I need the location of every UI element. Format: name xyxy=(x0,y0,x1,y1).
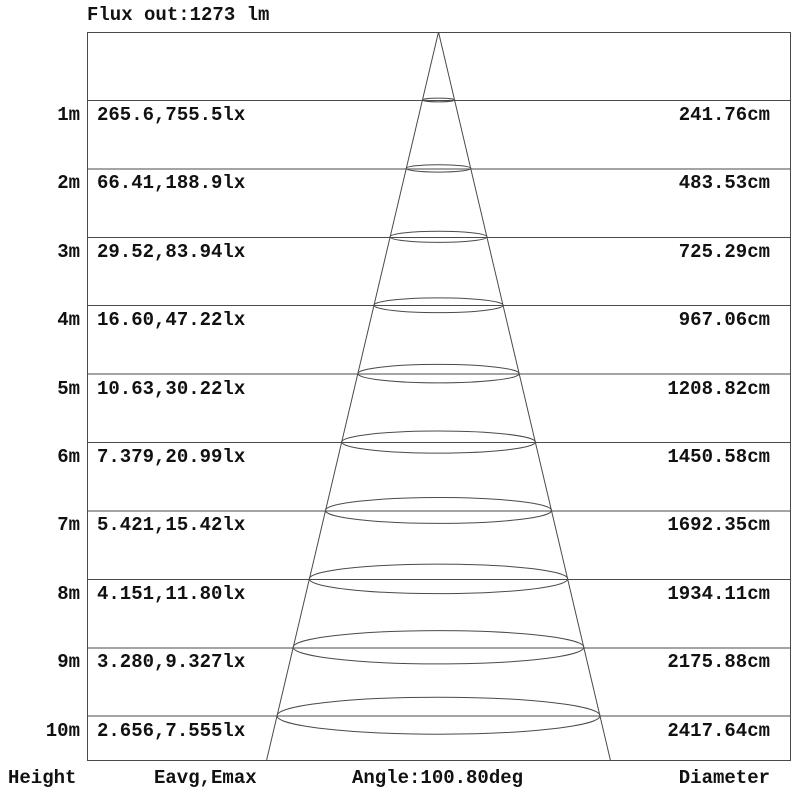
footer-height-label: Height xyxy=(8,767,77,789)
row-diameter-value: 483.53cm xyxy=(678,172,770,195)
row-height-label: 6m xyxy=(57,446,80,469)
row-height-label: 8m xyxy=(57,582,80,605)
row-height-label: 9m xyxy=(57,651,80,674)
footer-diameter-label: Diameter xyxy=(678,767,770,789)
row-eavg-emax-value: 2.656,7.555lx xyxy=(97,719,246,742)
flux-out-label: Flux out:1273 lm xyxy=(87,4,270,26)
footer-eavg-emax-label: Eavg,Emax xyxy=(154,767,257,789)
row-height-label: 5m xyxy=(57,377,80,400)
row-height-label: 7m xyxy=(57,514,80,537)
row-diameter-value: 1450.58cm xyxy=(667,446,770,469)
row-diameter-value: 1934.11cm xyxy=(667,582,770,605)
row-eavg-emax-value: 265.6,755.5lx xyxy=(97,104,246,126)
row-eavg-emax-value: 29.52,83.94lx xyxy=(97,240,246,263)
row-height-label: 10m xyxy=(45,719,80,742)
row-diameter-value: 1692.35cm xyxy=(667,514,770,537)
row-diameter-value: 241.76cm xyxy=(678,104,770,126)
row-height-label: 3m xyxy=(57,240,80,263)
row-diameter-value: 967.06cm xyxy=(678,309,770,332)
row-eavg-emax-value: 7.379,20.99lx xyxy=(97,446,246,469)
row-height-label: 2m xyxy=(57,172,80,195)
footer-beam-angle-label: Angle:100.80deg xyxy=(352,767,524,789)
row-height-label: 4m xyxy=(57,309,80,332)
row-eavg-emax-value: 10.63,30.22lx xyxy=(97,377,246,400)
row-eavg-emax-value: 4.151,11.80lx xyxy=(97,582,246,605)
cone-left-edge xyxy=(267,32,439,760)
row-diameter-value: 725.29cm xyxy=(678,240,770,263)
row-eavg-emax-value: 3.280,9.327lx xyxy=(97,651,246,674)
row-eavg-emax-value: 16.60,47.22lx xyxy=(97,309,246,332)
row-height-label: 1m xyxy=(57,104,80,126)
row-eavg-emax-value: 66.41,188.9lx xyxy=(97,172,246,195)
row-diameter-value: 2417.64cm xyxy=(667,719,770,742)
row-diameter-value: 2175.88cm xyxy=(667,651,770,674)
row-eavg-emax-value: 5.421,15.42lx xyxy=(97,514,246,537)
row-diameter-value: 1208.82cm xyxy=(667,377,770,400)
